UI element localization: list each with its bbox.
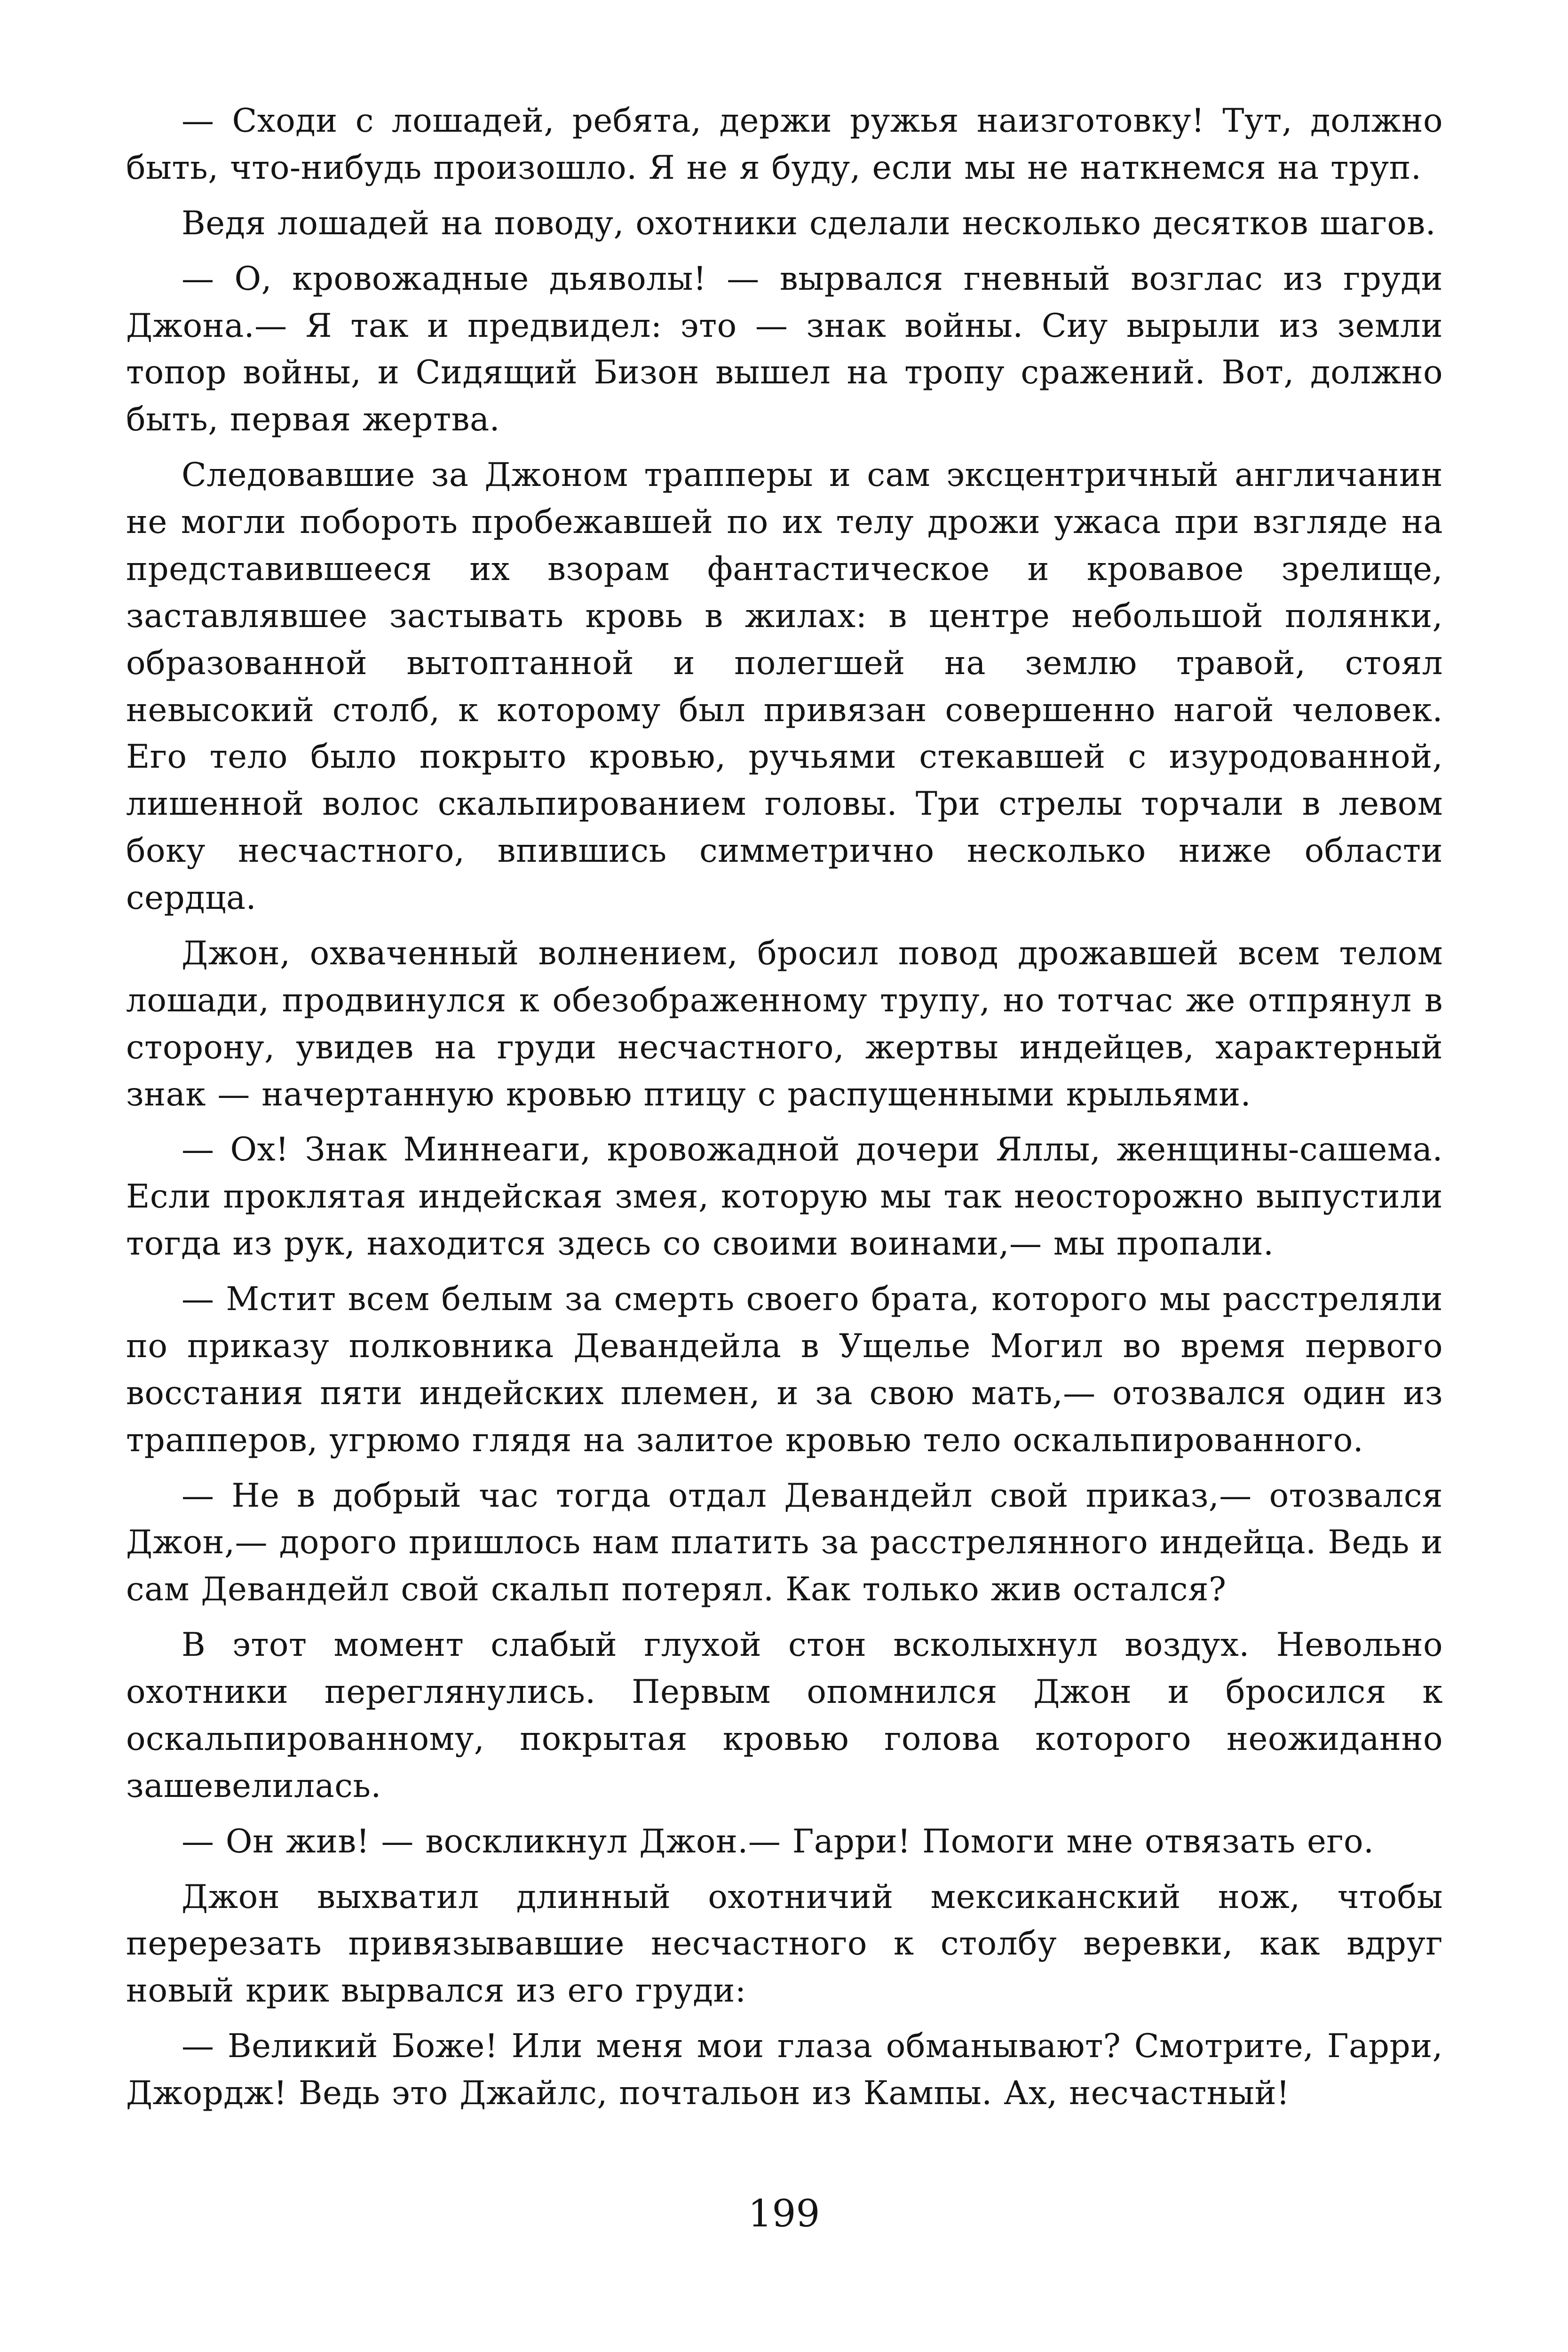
paragraph-4: Следовавшие за Джоном трапперы и сам эксцентричный англичанин не могли побороть пробежавшей по их телу дрожи ужаса при взгляде на представившееся их взорам фантастическое и кровавое зрелище, заставлявшее застывать кровь в жилах: в центре небольшой полянки, образованной вытоптанной и полегшей на землю травой, стоял невысокий столб, к которому был привязан совершенно нагой человек. Его тело было покрыто кровью, ручьями стекавшей с изуродованной, лишенной волос скальпированием головы. Три стрелы торчали в левом боку несчастного, впившись симметрично несколько ниже области сердца. [126,456,1443,917]
paragraph-1: — Сходи с лошадей, ребята, держи ружья наизготовку! Тут, должно быть, что-нибудь произошло. Я не я буду, если мы не наткнемся на труп. [126,102,1443,187]
body-text [126,98,1443,2126]
paragraph-8: — Не в добрый час тогда отдал Девандейл свой приказ,— отозвался Джон,— дорого пришлось нам платить за расстрелянного индейца. Ведь и сам Девандейл свой скальп потерял. Как только жив остался? [126,1477,1443,1609]
paragraph-9: В этот момент слабый глухой стон всколыхнул воздух. Невольно охотники переглянулись. Первым опомнился Джон и бросился к оскальпированному, покрытая кровью голова которого неожиданно зашевелилась. [126,1626,1443,1805]
paragraph-11: Джон выхватил длинный охотничий мексиканский нож, чтобы перерезать привязывавшие несчастного к столбу веревки, как вдруг новый крик вырвался из его груди: [126,1878,1443,2010]
paragraph-3: — О, кровожадные дьяволы! — вырвался гневный возглас из груди Джона.— Я так и предвидел: это — знак войны. Сиу вырыли из земли топор войны, и Сидящий Бизон вышел на тропу сражений. Вот, должно быть, первая жертва. [126,260,1443,439]
page-number: 199 [748,2192,820,2235]
paragraph-2: Ведя лошадей на поводу, охотники сделали несколько десятков шагов. [182,204,1436,242]
paragraph-12: — Великий Боже! Или меня мои глаза обманывают? Смотрите, Гарри, Джордж! Ведь это Джайлс, почтальон из Кампы. Ах, несчастный! [126,2027,1443,2112]
paragraph-6: — Ох! Знак Миннеаги, кровожадной дочери Яллы, женщины-сашема. Если проклятая индейская змея, которую мы так неосторожно выпустили тогда из рук, находится здесь со своими воинами,— мы пропали. [126,1131,1443,1263]
paragraph-7: — Мстит всем белым за смерть своего брата, которого мы расстреляли по приказу полковника Девандейла в Ущелье Могил во время первого восстания пяти индейских племен, и за свою мать,— отозвался один из трапперов, угрюмо глядя на залитое кровью тело оскальпированного. [126,1280,1443,1459]
paragraph-10: — Он жив! — воскликнул Джон.— Гарри! Помоги мне отвязать его. [182,1822,1374,1860]
paragraph-5: Джон, охваченный волнением, бросил повод дрожавшей всем телом лошади, продвинулся к обезображенному трупу, но тотчас же отпрянул в сторону, увидев на груди несчастного, жертвы индейцев, характерный знак — начертанную кровью птицу с распущенными крыльями. [126,934,1443,1113]
